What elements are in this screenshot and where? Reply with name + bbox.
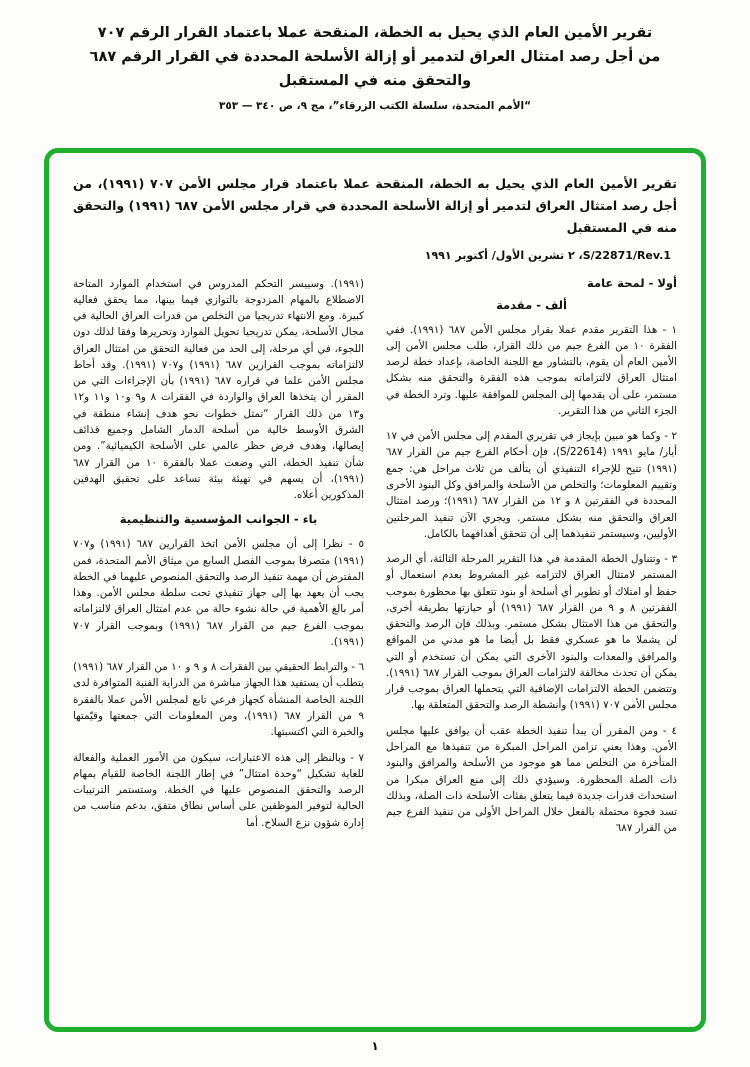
column-left: [73, 276, 364, 846]
paragraph-1: ١ - هذا التقرير مقدم عملا بقرار مجلس الأمن ٦٨٧ (١٩٩١). ففي الفقرة ١٠ من الفرع جيم من ذلك القرار، طلب مجلس الأمن إلى الأمين العام أن يقوم، بالتشاور مع اللجنة الخاصة، بإعداد خطة لرصد امتثال العراق لالتزاماته بموجب هذه الفقرة والتحقق منه بشكل مستمر، على أن يقدمها إلى المجلس للموافقة عليها. وترد الخطة في الجزء الثاني من هذا التقرير.: [386, 323, 677, 417]
report-title: تقرير الأمين العام الذي يحيل به الخطة، المنقحة عملا باعتماد قرار مجلس الأمن ٧٠٧ (١٩٩١)، من أجل رصد امتثال العراق لتدمير أو إزالة الأسلحة المحددة في قرار مجلس الأمن ٦٨٧ (١٩٩١) والتحقق منه في المستقبل: [73, 176, 677, 235]
section-heading-introduction: ألف - مقدمة: [496, 297, 567, 312]
header-source-citation: “الأمم المتحدة، سلسلة الكتب الزرقاء”، مج ٩، ص ٣٤٠ — ٣٥٣: [218, 99, 532, 112]
paragraph-3: ٣ - وتتناول الخطة المقدمة في هذا التقرير المرحلة الثالثة، أي الرصد المستمر لامتثال العراق لالتزامه غير المشروط بعدم استعمال أو حفظ أو امتلاك أو تطوير أي أسلحة أو بنود تتعلق بها محظورة بموجب الفقرتين ٨ و ٩ من القرار ٦٨٧ (١٩٩١) أو حيازتها بطريقة أخرى، والتحقق من هذا الامتثال بشكل مستمر. وبذلك فإن الرصد والتحقق لن يشملا ما هو عسكري فقط بل أيضا ما هو مدني من المواقع والمرافق والمعدات والبنود الأخرى التي يمكن أن تستخدم أو التي يمكن أن تحدث مخالفة لالتزامات العراق بموجب القرار ٦٨٧ (١٩٩١). وتتضمن الخطة الالتزامات الإضافية التي يتحملها العراق بموجب قرار مجلس الأمن ٧٠٧ (١٩٩١) وأنشطة الرصد والتحقق المتعلقة بها.: [386, 553, 677, 712]
two-column-body: [73, 276, 677, 846]
header-title-line-3: والتحقق منه في المستقبل: [278, 72, 472, 89]
document-reference-and-date: S/22871/Rev.1، ٢ تشرين الأول/ أكتوبر ١٩٩١: [424, 248, 671, 262]
header-title-line-1: تقرير الأمين العام الذي يحيل به الخطة، المنقحة عملا باعتماد القرار الرقم ٧٠٧: [97, 25, 653, 41]
page-number: ١: [371, 1039, 379, 1053]
paragraph-2: ٢ - وكما هو مبين بإيجاز في تقريري المقدم إلى مجلس الأمن في ١٧ أيار/ مايو ١٩٩١ (S/22614)، فإن أحكام الفرع جيم من القرار ٦٨٧ (١٩٩١) تتيح للإجراء التنفيذي أن يتألف من ثلاث مراحل هي: جمع وتقييم المعلومات؛ والتخلص من الأسلحة والمرافق وكل البنود الأخرى المحددة في الفقرتين ٨ و ١٢ من القرار ٦٨٧ (١٩٩١)؛ ورصد امتثال العراق والتحقق منه بشكل مستمر. ويجري الآن تنفيذ المرحلتين الأوليين، وسيستمر تنفيذهما إلى أن تتحقق أهدافهما بالكامل.: [386, 430, 677, 540]
paragraph-7: ٧ - وبالنظر إلى هذه الاعتبارات، سيكون من الأمور العملية والفعالة للغاية تشكيل “وحدة امتثال” في إطار اللجنة الخاصة للقيام بمهام الرصد والتحقق المنصوص عليها في الخطة. وستستمر الترتيبات الحالية لتوفير الموظفين على أساس نطاق متفق، بدعم مناسب من إدارة شؤون نزع السلاح. أما: [73, 751, 364, 829]
paragraph-4-continuation: (١٩٩١). وسييسر التحكم المدروس في استخدام الموارد المتاحة الاضطلاع بالمهام المزدوجة بالتوازي فيما بينها، مما يحقق فعالية كبيرة. ومع الانتهاء تدريجيا من التخلص من قدرات العراق الحالية في مجال الأسلحة، يمكن تدريجيا تحويل الموارد وتحريرها وفقا لذلك دون اللجوء، في أي مرحلة، إلى الحد من فعالية التحقق من امتثال العراق لالتزاماته بموجب القرارين ٦٨٧ (١٩٩١) و٧٠٧ (١٩٩١). وقد أحاط مجلس الأمن علما في قراره ٦٨٧ (١٩٩١) بأن الإجراءات التي من المقرر أن يتخذها العراق والواردة في الفقرات ٨ و٩ و١٠ و١١ و١٢ و١٣ من ذلك القرار “تمثل خطوات نحو هدف إنشاء منطقة في الشرق الأوسط خالية من أسلحة الدمار الشامل وجميع قذائف إيصالها، وهدف فرض حظر عالمي على الأسلحة الكيميائية”. ومن شأن تنفيذ الخطة، التي وضعت عملا بالفقرة ١٠ من القرار ٦٨٧ (١٩٩١)، أن يسهم في تهيئة بيئة تساعد على تحقيق الهدفين المذكورين أعلاه.: [73, 277, 365, 502]
paragraph-4: ٤ - ومن المقرر أن يبدأ تنفيذ الخطة عقب أن يوافق عليها مجلس الأمن. وهذا يعني تزامن المراحل المبكرة من تنفيذها مع المراحل المتأخرة من التخلص مما هو موجود من الأسلحة والمرافق والبنود ذات الصلة المحظورة. وسيؤدي ذلك إلى منع العراق مبكرا من استحداث قدرات جديدة فيما يتعلق بفئات الأسلحة ذات الصلة، وبذلك تسد فجوة محتملة بالفعل خلال المراحل الأولى من تنفيذ الفرع جيم من القرار ٦٨٧: [386, 724, 677, 835]
paragraph-5: ٥ - نظرا إلى أن مجلس الأمن اتخذ القرارين ٦٨٧ (١٩٩١) و٧٠٧ (١٩٩١) متصرفا بموجب الفصل السابع من ميثاق الأمم المتحدة، فمن المفترض أن مهمة تنفيذ الرصد والتحقق المنصوص عليهما في الخطة يجب أن يعهد بها إلى جهاز تنفيذي تحت سلطة مجلس الأمن. وهذا أمر بالغ الأهمية في حالة نشوء حالة من عدم امتثال العراق لالتزاماته بموجب الفرع جيم من القرار ٦٨٧ (١٩٩١) وبموجب القرار ٧٠٧ (١٩٩١).: [73, 538, 364, 648]
header-title-line-2: من أجل رصد امتثال العراق لتدمير أو إزالة الأسلحة المحددة في القرار الرقم ٦٨٧: [89, 48, 661, 65]
section-heading-overview: أولا - لمحة عامة: [587, 275, 677, 290]
document-header: [0, 0, 750, 112]
paragraph-6: ٦ - والترابط الحقيقي بين الفقرات ٨ و ٩ و ١٠ من القرار ٦٨٧ (١٩٩١) يتطلب أن يستفيد هذا الجهاز مباشرة من الدراية الفنية المتوافرة لدى اللجنة الخاصة المنشأة كجهاز فرعي تابع لمجلس الأمن عملا بالفقرة ٩ من القرار ٦٨٧ (١٩٩١)، ومن المعلومات التي جمعتها وقيّمتها والخبرة التي اكتسبتها.: [73, 661, 364, 739]
section-heading-institutional: باء - الجوانب المؤسسية والتنظيمية: [119, 512, 318, 527]
green-border-content-box: [44, 148, 706, 1032]
column-right: [386, 276, 677, 846]
